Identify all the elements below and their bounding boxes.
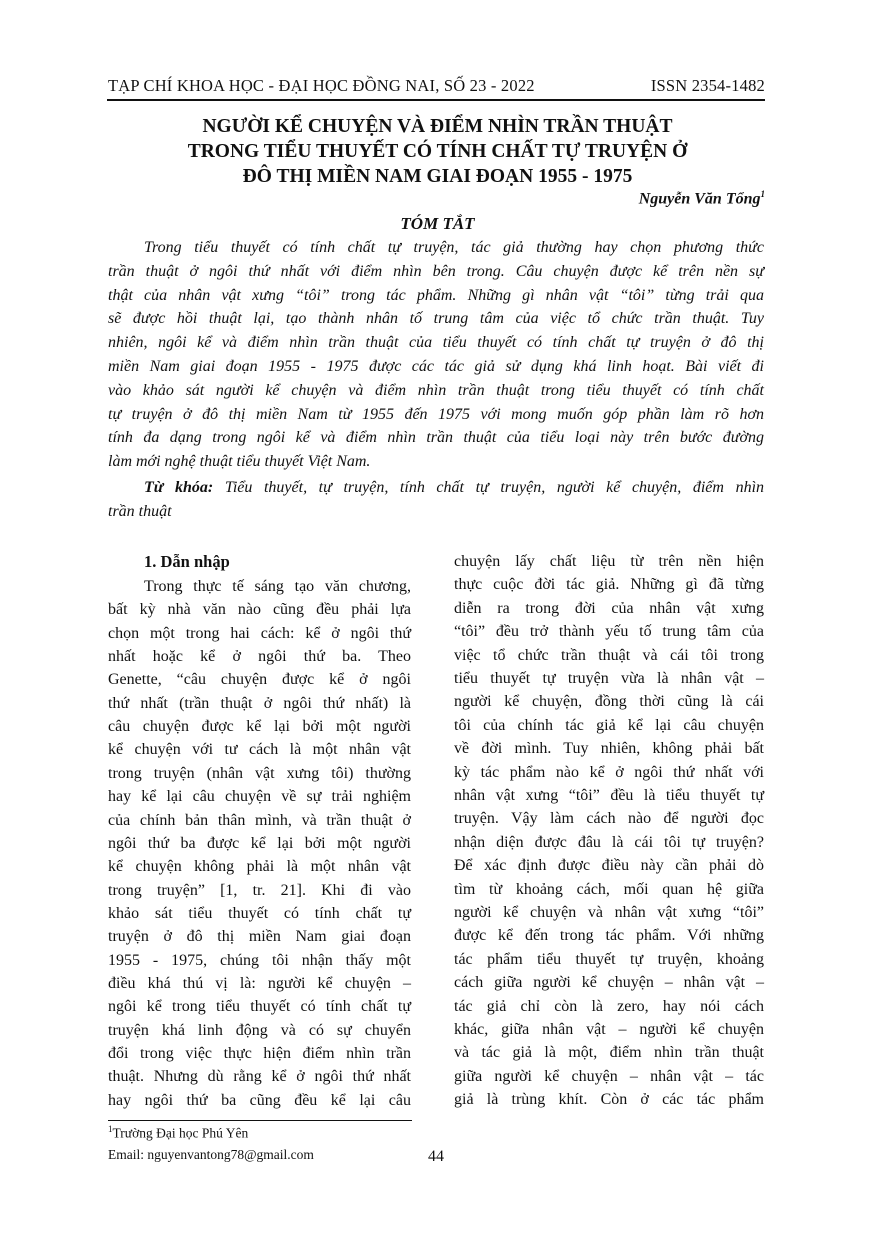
text-line: trần thuật ở ngôi thứ nhất với điểm nhìn bên trong. Câu chuyện được kể trên nền sự (108, 262, 764, 280)
abstract-heading: TÓM TẮT (400, 214, 475, 233)
text-line: việc tổ chức trần thuật và cái tôi trong (454, 646, 764, 664)
text-line: truyện khá linh động và có sự chuyển (108, 1021, 411, 1039)
text-line: tôi của chính tác giả kể lại câu chuyện (454, 716, 764, 734)
text-line: vào khảo sát người kể chuyện và điểm nhìn trần thuật trong tiểu thuyết có tính chất (108, 381, 764, 399)
text-line: tự truyện ở đô thị miền Nam từ 1955 đến 1975 với mong muốn góp phần làm rõ hơn (108, 405, 764, 423)
text-line: được kể đến trong tác phẩm. Với những (454, 927, 764, 945)
text-line: Genette, “câu chuyện được kể ở ngôi (108, 671, 411, 689)
text-line: khảo sát tiểu thuyết có tính chất tự (108, 904, 411, 922)
footnote-email: Email: nguyenvantong78@gmail.com (108, 1147, 314, 1162)
text-line: đổi trong việc thực hiện điểm nhìn trần (108, 1045, 411, 1062)
text-line: Trong tiểu thuyết có tính chất tự truyện, tác giả thường hay chọn phương thức (144, 239, 764, 256)
text-line: chuyện lấy chất liệu từ trên nền hiện (454, 553, 764, 570)
text-line: kể chuyện với tư cách là một nhân vật (108, 741, 411, 759)
keywords-line-2: trần thuật (108, 503, 172, 520)
text-line: câu chuyện được kể lại bởi một người (108, 718, 411, 736)
title-line: ĐÔ THỊ MIỀN NAM GIAI ĐOẠN 1955 - 1975 (242, 166, 633, 187)
affiliation: Trường Đại học Phú Yên (112, 1125, 249, 1141)
text-line: hay kể lại câu chuyện về sự trải nghiệm (108, 788, 411, 806)
text-line: tiểu thuyết tự truyện vừa là nhân vật – (454, 670, 764, 687)
text-line: bất kỳ nhà văn nào cũng đều phải lựa (108, 601, 411, 619)
text-line: người kể chuyện, đồng thời cũng là cái (454, 693, 764, 711)
text-line: chọn một trong hai cách: kể ở ngôi thứ (108, 624, 411, 642)
text-line: nhân vật xưng “tôi” đều là tiểu thuyết tự (454, 787, 764, 804)
text-line: truyện ở đô thị miền Nam giai đoạn (108, 928, 411, 946)
keywords-line (144, 478, 764, 498)
text-line: và tác giả là một, điểm nhìn trần thuật (454, 1044, 764, 1062)
keywords-label: Từ khóa: (144, 479, 214, 496)
footnote-rule (108, 1120, 412, 1121)
text-line: tác giả chỉ còn là zero, hay nói cách (454, 997, 764, 1015)
text-line: tìm từ khoảng cách, mối quan hệ giữa (454, 880, 764, 898)
text-line: trong truyện (nhân vật xưng tôi) thường (108, 764, 411, 782)
text-line: kể chuyện không phải là một nhân vật (108, 858, 411, 876)
text-line: Để xác định được điều này cần phải dò (454, 857, 764, 875)
text-line: nhiên, ngôi kể và điểm nhìn trần thuật của tiểu thuyết có tính chất tự truyện ở đô thị (108, 334, 764, 352)
keywords-text: Tiểu thuyết, tự truyện, tính chất tự truyện, người kể chuyện, điểm nhìn (224, 479, 765, 496)
text-line: sẽ được hồi thuật lại, tạo thành nhân tố trung tâm của việc tổ chức trần thuật. Tuy (108, 310, 764, 328)
text-line: trong truyện” [1, tr. 21]. Khi đi vào (108, 881, 411, 899)
text-line: tính đa dạng trong ngôi kể và điểm nhìn trần thuật của tiểu loại này trên bước đường (108, 429, 764, 447)
text-line: kỳ tác phẩm nào kể ở ngôi thứ nhất với (454, 763, 764, 781)
text-line: thuật. Nhưng dù rằng kể ở ngôi thứ nhất (108, 1068, 411, 1086)
text-line: Trong thực tế sáng tạo văn chương, (144, 578, 411, 595)
text-line: của chính bản thân mình, và trần thuật ở (108, 811, 411, 829)
text-line: ngôi kể trong tiểu thuyết có tính chất tự (108, 998, 411, 1016)
text-line: diễn ra trong đời của nhân vật xưng (454, 599, 764, 617)
footnote-affiliation (108, 1124, 248, 1142)
author (639, 189, 765, 208)
author-name: Nguyễn Văn Tổng (638, 190, 761, 208)
text-line: tác phẩm tiểu thuyết tự truyện, khoảng (454, 950, 764, 968)
text-line: điều khá thú vị là: người kể chuyện – (108, 974, 411, 992)
text-line: thứ nhất (trần thuật ở ngôi thứ nhất) là (108, 694, 411, 712)
footnote-mark: 1 (108, 1124, 113, 1134)
page-number: 44 (428, 1148, 444, 1165)
title-line: TRONG TIỂU THUYẾT CÓ TÍNH CHẤT TỰ TRUYỆN Ở (187, 141, 688, 162)
text-line: khác, giữa nhân vật – người kể chuyện (454, 1021, 764, 1038)
text-line: nhận diện được đâu là cái tôi tự truyện? (454, 833, 764, 851)
title-line: NGƯỜI KỂ CHUYỆN VÀ ĐIỂM NHÌN TRẦN THUẬT (202, 116, 673, 137)
header-rule (107, 99, 765, 101)
text-line: “tôi” đều trở thành yếu tố trung tâm của (454, 623, 764, 641)
article-title (0, 114, 875, 189)
journal-header: TẠP CHÍ KHOA HỌC - ĐẠI HỌC ĐỒNG NAI, SỐ 23 - 2022 (108, 76, 535, 95)
footnote-mark: 1 (760, 189, 765, 199)
text-line: hay ngôi thứ ba cũng đều kể lại câu (108, 1091, 411, 1109)
text-line: về đời mình. Tuy nhiên, không phải bất (454, 740, 764, 758)
text-line: miền Nam giai đoạn 1955 - 1975 được các tác giả sử dụng khá linh hoạt. Bài viết đi (108, 358, 764, 375)
text-line: ngôi thứ ba được kể lại bởi một người (108, 834, 411, 852)
text-line: thật của nhân vật xưng “tôi” trong tác phẩm. Những gì nhân vật “tôi” từng trải qua (108, 286, 764, 304)
issn: ISSN 2354-1482 (650, 76, 765, 95)
text-line: giữa người kể chuyện – nhân vật – tác (454, 1067, 764, 1085)
text-line: truyện. Vậy làm cách nào để người đọc (454, 810, 764, 828)
text-line: người kể chuyện và nhân vật xưng “tôi” (454, 904, 764, 921)
text-line: làm mới nghệ thuật tiểu thuyết Việt Nam. (108, 453, 371, 471)
text-line: giả là trùng khít. Còn ở các tác phẩm (454, 1091, 764, 1109)
section-heading: 1. Dẫn nhập (144, 552, 230, 571)
text-line: 1955 - 1975, chúng tôi nhận thấy một (108, 951, 411, 969)
text-line: cách giữa người kể chuyện – nhân vật – (454, 974, 764, 992)
text-line: nhất hoặc kể ở ngôi thứ ba. Theo (108, 648, 411, 666)
text-line: thực cuộc đời tác giả. Những gì đã từng (454, 576, 764, 594)
